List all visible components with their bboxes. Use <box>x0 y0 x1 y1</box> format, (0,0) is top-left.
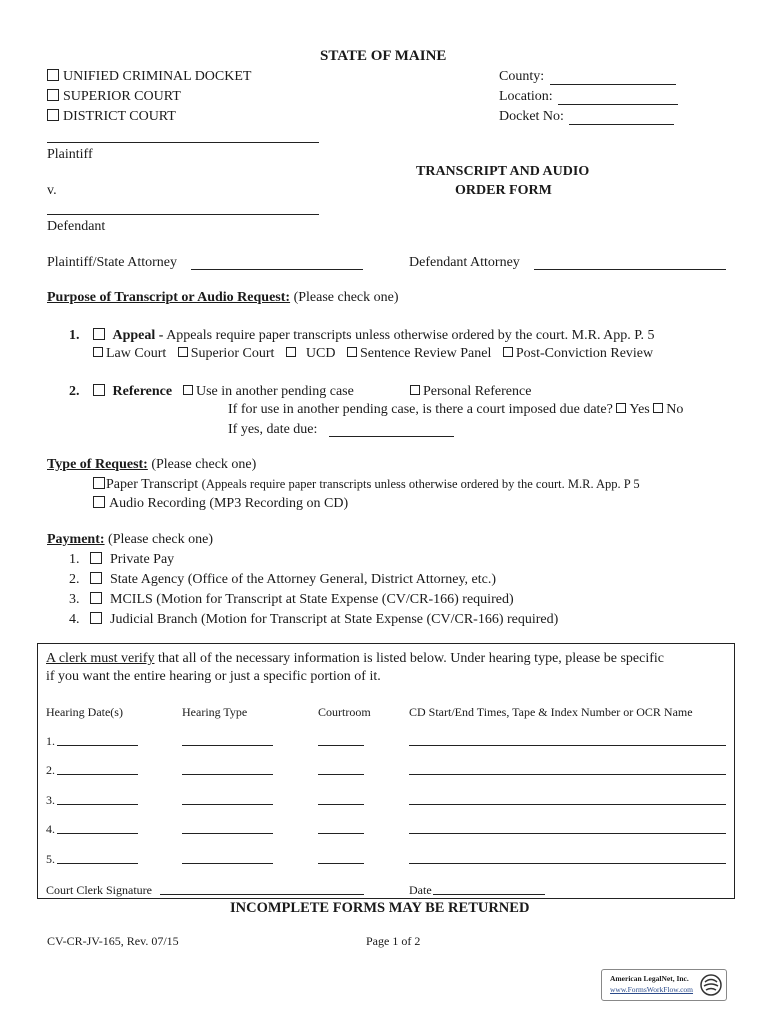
checkbox-icon[interactable] <box>90 612 102 624</box>
payment-option-private[interactable]: 1. Private Pay <box>69 552 175 567</box>
clerk-signature-label: Court Clerk Signature <box>46 883 152 897</box>
checkbox-icon[interactable] <box>347 347 357 357</box>
court-option-district[interactable]: DISTRICT COURT <box>47 108 176 126</box>
plaintiff-attorney-label: Plaintiff/State Attorney <box>47 255 178 270</box>
docket-field[interactable] <box>569 124 674 125</box>
checkbox-icon[interactable] <box>93 328 105 340</box>
appeal-option-ucd[interactable]: UCD <box>286 346 336 361</box>
hearing-date-field[interactable] <box>57 804 138 805</box>
checkbox-icon[interactable] <box>286 347 296 357</box>
court-option-unified[interactable]: UNIFIED CRIMINAL DOCKET <box>47 68 251 86</box>
state-title: STATE OF MAINE <box>320 48 447 64</box>
courtroom-field[interactable] <box>318 833 364 834</box>
courtroom-field[interactable] <box>318 774 364 775</box>
county-field[interactable] <box>550 84 676 85</box>
purpose-appeal-option[interactable]: Appeal - Appeals require paper transcripts unless otherwise ordered by the court. M.R. App. P. 5 <box>93 327 655 345</box>
appeal-court-options <box>93 345 653 363</box>
county-label: County: <box>499 69 545 84</box>
versus-label: v. <box>47 183 57 198</box>
checkbox-icon[interactable] <box>93 384 105 396</box>
clerk-signature-field[interactable] <box>160 894 364 895</box>
hearing-row-number: 2. <box>46 763 55 777</box>
plaintiff-field[interactable] <box>47 142 319 143</box>
courtroom-field[interactable] <box>318 804 364 805</box>
cd-times-field[interactable] <box>409 804 726 805</box>
cd-times-field[interactable] <box>409 833 726 834</box>
clerk-instruction-line2: if you want the entire hearing or just a specific portion of it. <box>46 669 381 684</box>
payment-option-judicial[interactable]: 4. Judicial Branch (Motion for Transcript at State Expense (CV/CR-166) required) <box>69 612 559 627</box>
defendant-field[interactable] <box>47 214 319 215</box>
hearing-type-field[interactable] <box>182 745 273 746</box>
hearing-type-field[interactable] <box>182 774 273 775</box>
column-hearing-date: Hearing Date(s) <box>46 705 123 719</box>
payment-heading: Payment: (Please check one) <box>47 532 213 547</box>
date-due-label: If yes, date due: <box>228 422 318 437</box>
hearing-row-number: 1. <box>46 734 55 748</box>
type-option-paper[interactable]: Paper Transcript (Appeals require paper transcripts unless otherwise ordered by the court. M.R. App. P 5 <box>93 475 640 494</box>
form-title-line2: ORDER FORM <box>455 183 552 198</box>
page-number: Page 1 of 2 <box>366 934 421 948</box>
hearing-row-number: 4. <box>46 822 55 836</box>
docket-label: Docket No: <box>499 109 564 124</box>
court-option-superior[interactable]: SUPERIOR COURT <box>47 88 181 106</box>
hearing-date-field[interactable] <box>57 745 138 746</box>
hearing-date-field[interactable] <box>57 863 138 864</box>
type-heading: Type of Request: (Please check one) <box>47 457 257 472</box>
defendant-attorney-label: Defendant Attorney <box>409 255 520 270</box>
type-option-audio[interactable]: Audio Recording (MP3 Recording on CD) <box>93 495 348 513</box>
hearing-type-field[interactable] <box>182 863 273 864</box>
form-title-line1: TRANSCRIPT AND AUDIO <box>416 164 590 179</box>
logo-company: American LegalNet, Inc. <box>610 974 689 983</box>
form-identifier: CV-CR-JV-165, Rev. 07/15 <box>47 934 179 948</box>
checkbox-icon[interactable] <box>47 89 59 101</box>
hearing-type-field[interactable] <box>182 833 273 834</box>
cd-times-field[interactable] <box>409 774 726 775</box>
checkbox-icon[interactable] <box>90 592 102 604</box>
appeal-option-law-court[interactable]: Law Court <box>93 346 166 361</box>
checkbox-icon[interactable] <box>183 385 193 395</box>
checkbox-icon[interactable] <box>47 109 59 121</box>
defendant-attorney-field[interactable] <box>534 269 726 270</box>
plaintiff-label: Plaintiff <box>47 147 93 162</box>
clerk-instruction-line1: A clerk must verify that all of the necessary information is listed below. Under hearing type, please be specific <box>46 651 665 666</box>
purpose-reference-option[interactable]: Reference <box>93 383 172 401</box>
location-label: Location: <box>499 89 553 104</box>
appeal-option-superior-court[interactable]: Superior Court <box>178 346 275 361</box>
legalnet-logo <box>601 969 727 1001</box>
plaintiff-attorney-field[interactable] <box>191 269 363 270</box>
incomplete-warning: INCOMPLETE FORMS MAY BE RETURNED <box>230 900 530 916</box>
checkbox-icon[interactable] <box>178 347 188 357</box>
payment-option-state-agency[interactable]: 2. State Agency (Office of the Attorney General, District Attorney, etc.) <box>69 572 497 587</box>
checkbox-icon[interactable] <box>503 347 513 357</box>
hearing-date-field[interactable] <box>57 774 138 775</box>
checkbox-icon[interactable] <box>47 69 59 81</box>
cd-times-field[interactable] <box>409 863 726 864</box>
hearing-date-field[interactable] <box>57 833 138 834</box>
globe-icon <box>699 973 723 997</box>
checkbox-icon[interactable] <box>93 496 105 508</box>
purpose-heading: Purpose of Transcript or Audio Request: (Please check one) <box>47 290 399 305</box>
purpose-item2-number: 2. <box>69 384 80 399</box>
hearing-row-number: 5. <box>46 852 55 866</box>
clerk-date-field[interactable] <box>433 894 545 895</box>
checkbox-icon[interactable] <box>90 572 102 584</box>
checkbox-icon[interactable] <box>653 403 663 413</box>
hearing-type-field[interactable] <box>182 804 273 805</box>
reference-option-personal[interactable]: Personal Reference <box>410 383 531 401</box>
checkbox-icon[interactable] <box>90 552 102 564</box>
hearing-row-number: 3. <box>46 793 55 807</box>
column-courtroom: Courtroom <box>318 705 371 719</box>
checkbox-icon[interactable] <box>93 477 105 489</box>
checkbox-icon[interactable] <box>410 385 420 395</box>
location-field[interactable] <box>558 104 678 105</box>
reference-option-pending[interactable]: Use in another pending case <box>183 383 354 401</box>
column-cd-times: CD Start/End Times, Tape & Index Number or OCR Name <box>409 705 693 719</box>
date-due-field[interactable] <box>329 436 454 437</box>
logo-url: www.FormsWorkFlow.com <box>610 985 694 994</box>
column-hearing-type: Hearing Type <box>182 705 248 719</box>
clerk-date-label: Date <box>409 883 432 897</box>
courtroom-field[interactable] <box>318 863 364 864</box>
due-date-yes[interactable]: Yes <box>616 402 649 417</box>
appeal-option-sentence-review[interactable]: Sentence Review Panel <box>347 346 491 361</box>
appeal-option-post-conviction[interactable]: Post-Conviction Review <box>503 346 653 361</box>
checkbox-icon[interactable] <box>93 347 103 357</box>
payment-option-mcils[interactable]: 3. MCILS (Motion for Transcript at State Expense (CV/CR-166) required) <box>69 592 514 607</box>
due-date-no[interactable]: No <box>653 402 683 417</box>
checkbox-icon[interactable] <box>616 403 626 413</box>
cd-times-field[interactable] <box>409 745 726 746</box>
defendant-label: Defendant <box>47 219 106 234</box>
courtroom-field[interactable] <box>318 745 364 746</box>
due-date-question: If for use in another pending case, is there a court imposed due date? Yes No <box>228 402 684 417</box>
purpose-item1-number: 1. <box>69 328 80 343</box>
